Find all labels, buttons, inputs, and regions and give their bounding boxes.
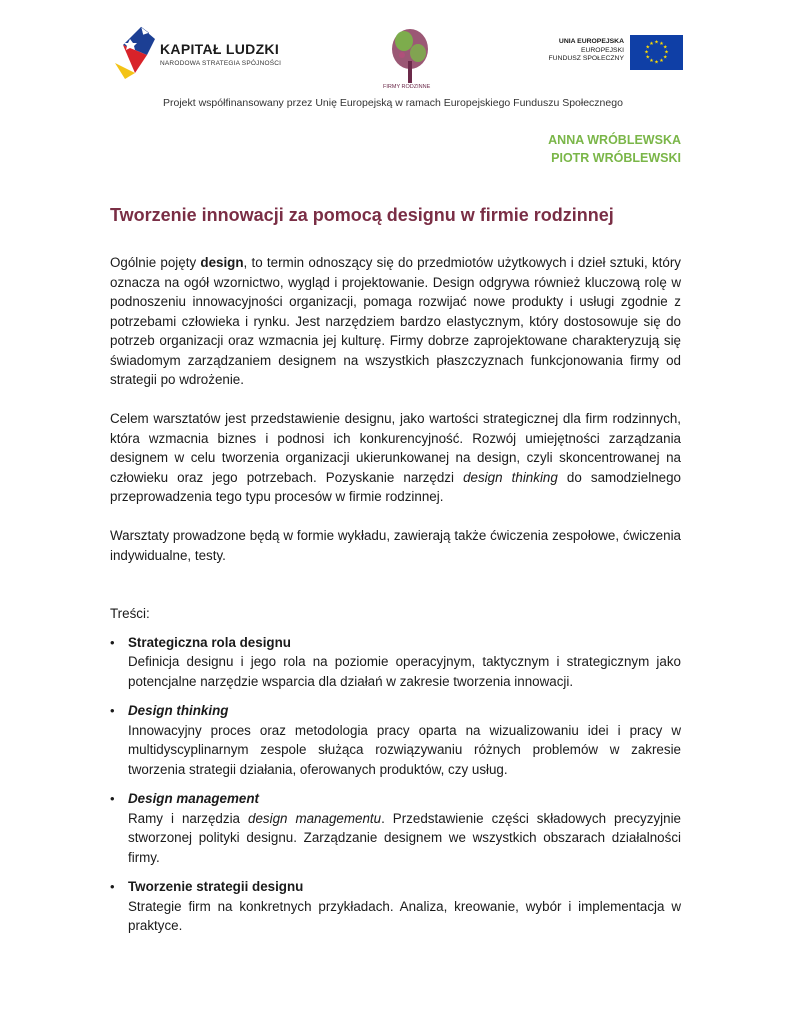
svg-text:★: ★ <box>649 58 654 65</box>
list-item <box>110 789 681 867</box>
bullet-icon: • <box>110 634 115 650</box>
document-title: Tworzenie innowacji za pomocą designu w firmie rodzinnej <box>110 205 614 225</box>
kapital-ludzki-subtitle: NARODOWA STRATEGIA SPÓJNOŚCI <box>160 60 282 67</box>
author-1: ANNA WRÓBLEWSKA <box>548 133 681 147</box>
bullet-icon: • <box>110 791 115 806</box>
topic-description-text-b: . Przedstawienie części składowych precyzyjnie stworzonej polityki designu. Zarządzanie designem we wszystkich obszarach działalności firmy. <box>128 810 681 865</box>
cofinancing-note: Projekt współfinansowany przez Unię Europejską w ramach Europejskiego Funduszu Społecznego <box>163 97 623 109</box>
list-item <box>110 877 681 936</box>
svg-text:★: ★ <box>649 40 654 47</box>
kapital-ludzki-title: KAPITAŁ LUDZKI <box>160 41 280 57</box>
contents-label: Treści: <box>110 606 150 621</box>
list-item <box>110 701 681 779</box>
paragraph-goal-text-b: do samodzielnego przeprowadzenia tego typu procesów w firmie rodzinnej. <box>110 469 681 504</box>
topic-description-italic: design managementu <box>248 810 382 826</box>
svg-text:★: ★ <box>664 49 669 56</box>
svg-text:★: ★ <box>644 49 649 56</box>
paragraph-goal-italic: design thinking <box>463 469 558 485</box>
topic-description <box>128 809 681 868</box>
paragraph-goal-text-a: Celem warsztatów jest przedstawienie designu, jako wartości strategicznej dla firm rodzinnych, która wzmacnia biznes i podnosi ich konkurencyjność. Rozwój umiejętności zarządzania designem w celu tworzenia organizacji ukierunkowanej na design, czyli skoncentrowanej na człowieku oraz jego potrzebach. Pozyskanie narzędzi <box>110 411 681 485</box>
svg-text:★: ★ <box>659 58 664 65</box>
svg-text:★: ★ <box>662 54 668 61</box>
eu-text-block <box>520 38 624 64</box>
topic-heading: Design management <box>128 791 259 806</box>
eu-flag-icon <box>630 35 683 70</box>
topic-description: Definicja designu i jego rola na poziomie operacyjnym, taktycznym i strategicznym jako potencjalne narzędzie wsparcia dla działań w zakresie tworzenia innowacji. <box>128 654 681 689</box>
topic-heading: Strategiczna rola designu <box>128 634 291 650</box>
svg-text:★: ★ <box>659 40 664 47</box>
svg-text:★: ★ <box>645 44 651 51</box>
topic-description: Innowacyjny proces oraz metodologia pracy oparta na wizualizowaniu idei i pracy w multidyscyplinarnym zespole służąca rozwiązywaniu różnych problemów w zakresie tworzenia strategii działania, oferowanych produktów, czy usług. <box>128 722 681 777</box>
bullet-icon: • <box>110 703 115 718</box>
paragraph-intro-text-a: Ogólnie pojęty <box>110 255 201 270</box>
bullet-icon: • <box>110 879 115 894</box>
paragraph-intro <box>110 253 681 390</box>
topic-heading: Tworzenie strategii designu <box>128 879 304 894</box>
paragraph-format: Warsztaty prowadzone będą w formie wykładu, zawierają także ćwiczenia zespołowe, ćwiczenia indywidualne, testy. <box>110 528 681 563</box>
topic-heading: Design thinking <box>128 703 229 718</box>
list-item <box>110 633 681 692</box>
svg-text:★: ★ <box>654 39 659 46</box>
topic-description: Strategie firm na konkretnych przykładach. Analiza, kreowanie, wybór i implementacja w praktyce. <box>128 898 681 933</box>
svg-text:★: ★ <box>654 59 659 66</box>
svg-text:★: ★ <box>645 54 651 61</box>
paragraph-intro-text-b: , to termin odnoszący się do przedmiotów użytkowych i dzieł sztuki, który oznacza na ogół wzornictwo, wygląd i projektowanie. Design odgrywa również kluczową rolę w podnoszeniu innowacyjności organizacji, pomaga rozwijać nowe produkty i usługi zgodnie z potrzebami człowieka i rynku. Jest narzędziem bardzo elastycznym, który dostosowuje się do potrzeb organizacji oraz wzmacnia jej kulturę. Firmy dobrze zaprojektowane charakteryzują się świadomym zarządzaniem designem na wszystkich płaszczyznach funkcjonowania firmy od strategii po wdrożenie. <box>110 255 681 387</box>
firmy-rodzinne-text: FIRMY RODZINNE <box>383 84 431 90</box>
eu-line-1: UNIA EUROPEJSKA <box>558 38 624 45</box>
topic-description-text-a: Ramy i narzędzia <box>128 810 248 826</box>
document-header <box>0 0 791 120</box>
authors-block <box>548 131 681 167</box>
author-2: PIOTR WRÓBLEWSKI <box>551 151 681 165</box>
topics-list <box>110 633 681 936</box>
eu-line-2: EUROPEJSKI <box>580 46 624 54</box>
eu-line-3: FUNDUSZ SPOŁECZNY <box>548 55 624 62</box>
document-body <box>110 253 681 946</box>
svg-text:★: ★ <box>662 44 668 51</box>
paragraph-goal <box>110 409 681 507</box>
paragraph-intro-bold: design <box>200 255 244 270</box>
